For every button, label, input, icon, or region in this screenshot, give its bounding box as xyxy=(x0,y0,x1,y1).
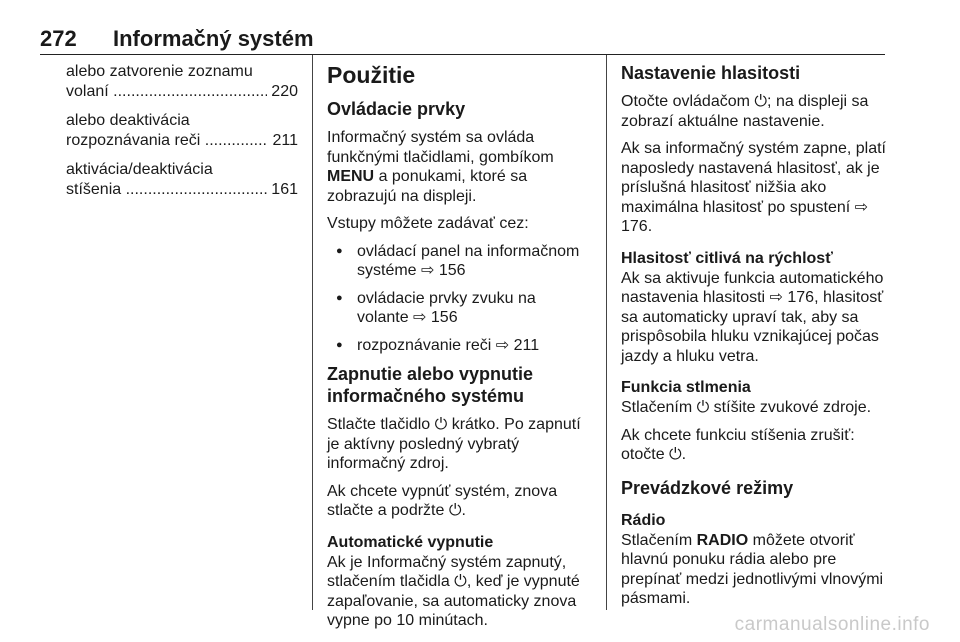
index-entry-text: stíšenia xyxy=(66,180,122,198)
paragraph: Ak je Informačný systém zapnutý, stlačením tlačidla ⏻, keď je vypnuté zapaľovanie, sa automaticky znova vypne po 10 minútach. xyxy=(327,553,580,629)
index-entry[interactable] xyxy=(66,160,298,199)
index-entry-lead: alebo deaktivácia xyxy=(66,112,190,129)
paragraph: Stlačením ⏻ stíšite zvukové zdroje. xyxy=(621,399,872,416)
index-entry[interactable] xyxy=(66,62,298,101)
page-number: 272 xyxy=(40,26,77,51)
subsection-heading: Rádio xyxy=(621,511,666,529)
section-heading: Zapnutie alebo vypnutie informačného systému xyxy=(327,364,534,406)
paragraph: Otočte ovládačom ⏻; na displeji sa zobrazí aktuálne nastavenie. xyxy=(621,93,869,130)
leader-dots xyxy=(126,180,267,200)
section-heading: Nastavenie hlasitosti xyxy=(621,63,801,83)
watermark: carmanualsonline.info xyxy=(734,614,930,635)
page-header xyxy=(40,26,885,55)
column-divider xyxy=(606,55,607,610)
subsection-heading: Hlasitosť citlivá na rýchlosť xyxy=(621,249,833,267)
column-divider xyxy=(312,55,313,610)
usage-column xyxy=(327,62,582,639)
radio-label: RADIO xyxy=(696,531,749,549)
paragraph: Stlačením RADIO môžete otvoriť hlavnú ponuku rádia alebo pre prepínať medzi jednotlivými vlnovými pásmami. xyxy=(621,531,884,607)
subsection-heading: Automatické vypnutie xyxy=(327,533,494,551)
index-page-ref: 161 xyxy=(271,180,298,198)
leader-dots xyxy=(205,131,268,151)
paragraph: Ak chcete funkciu stíšenia zrušiť: otočte ⏻. xyxy=(621,426,855,463)
chapter-heading: Použitie xyxy=(327,62,416,88)
paragraph: Ak sa aktivuje funkcia automatického nastavenia hlasitosti ⇨ 176, hlasitosť sa automaticky upraví tak, aby sa prispôsobila hluku vznikajúcej počas jazdy a hluku vetra. xyxy=(621,269,884,365)
index-column xyxy=(66,62,298,209)
volume-column xyxy=(621,62,889,617)
section-heading: Ovládacie prvky xyxy=(327,99,466,119)
index-entry-text: rozpoznávania reči xyxy=(66,131,201,149)
paragraph: Ak chcete vypnúť systém, znova stlačte a podržte ⏻. xyxy=(327,482,558,519)
index-page-ref: 220 xyxy=(271,82,298,100)
index-page-ref: 211 xyxy=(272,131,298,149)
subsection-heading: Funkcia stlmenia xyxy=(621,379,751,396)
bullet-item: ● ovládací panel na informačnom systéme ⇨ 156 xyxy=(327,242,582,281)
paragraph: Informačný systém sa ovláda funkčnými tlačidlami, gombíkom MENU a ponukami, ktoré sa zobrazujú na displeji. xyxy=(327,129,554,205)
index-entry-lead: alebo zatvorenie zoznamu xyxy=(66,63,253,80)
bullet-item: ● ovládacie prvky zvuku na volante ⇨ 156 xyxy=(327,289,582,328)
paragraph: Ak sa informačný systém zapne, platí naposledy nastavená hlasitosť, ak je príslušná hlasitosť nižšia ako maximálna hlasitosť po spustení ⇨ 176. xyxy=(621,140,886,235)
index-entry-lead: aktivácia/deaktivácia xyxy=(66,161,213,178)
index-entry-text: volaní xyxy=(66,82,109,100)
bullet-item: ● rozpoznávanie reči ⇨ 211 xyxy=(327,336,582,356)
paragraph: Stlačte tlačidlo ⏻ krátko. Po zapnutí je aktívny posledný vybratý informačný zdroj. xyxy=(327,416,581,472)
leader-dots xyxy=(113,82,267,102)
running-title: Informačný systém xyxy=(113,26,314,51)
menu-label: MENU xyxy=(327,168,375,185)
paragraph: Vstupy môžete zadávať cez: xyxy=(327,215,529,232)
section-heading: Prevádzkové režimy xyxy=(621,477,794,498)
index-entry[interactable] xyxy=(66,111,298,150)
